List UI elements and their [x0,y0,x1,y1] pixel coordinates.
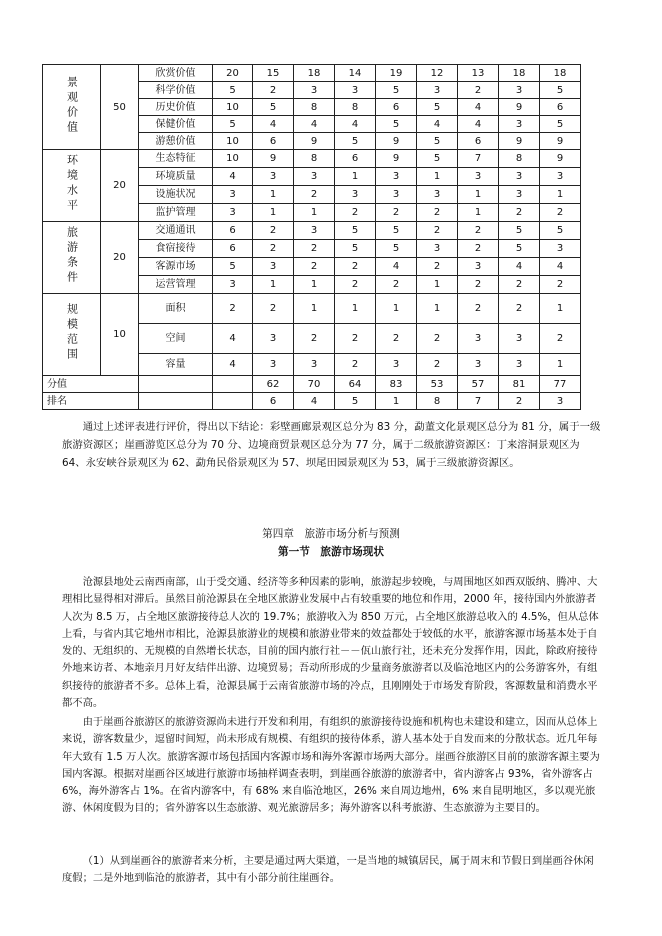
score-cell: 2 [540,276,581,294]
score-cell: 1 [376,393,417,410]
score-cell: 10 [213,150,253,168]
score-cell: 8 [294,150,335,168]
score-cell: 6 [335,150,376,168]
score-cell: 3 [335,186,376,204]
item-cell: 环境质量 [139,168,213,186]
score-cell: 3 [253,258,294,276]
score-cell: 10 [213,133,253,150]
score-cell: 1 [458,204,499,222]
item-cell: 食宿接待 [139,240,213,258]
item-cell: 交通通讯 [139,222,213,240]
score-cell: 9 [540,150,581,168]
score-cell: 2 [213,294,253,324]
score-cell: 2 [335,276,376,294]
item-cell: 容量 [139,354,213,376]
score-cell: 5 [335,133,376,150]
score-cell: 3 [294,168,335,186]
item-cell: 设施状况 [139,186,213,204]
score-cell: 2 [376,324,417,354]
score-cell: 13 [458,65,499,82]
score-cell: 3 [417,186,458,204]
score-cell: 9 [376,150,417,168]
score-cell: 5 [376,82,417,99]
item-cell: 监护管理 [139,204,213,222]
score-cell: 20 [213,65,253,82]
score-cell: 6 [253,133,294,150]
item-cell: 游憩价值 [139,133,213,150]
score-cell: 4 [376,258,417,276]
score-cell: 5 [499,222,540,240]
score-cell: 3 [376,186,417,204]
score-cell: 4 [540,258,581,276]
weight-cell: 20 [101,150,139,222]
score-cell: 2 [294,240,335,258]
item-cell: 客源市场 [139,258,213,276]
table-row [43,222,581,240]
score-cell: 9 [499,133,540,150]
score-cell: 1 [376,294,417,324]
category-cell [43,150,101,222]
score-cell: 6 [540,99,581,116]
row-label: 分值 [43,376,139,393]
score-cell: 18 [540,65,581,82]
empty-cell [139,376,213,393]
score-cell: 3 [417,240,458,258]
score-cell: 2 [458,222,499,240]
score-cell: 5 [417,99,458,116]
score-cell: 5 [376,222,417,240]
score-cell: 4 [458,116,499,133]
score-cell: 3 [335,82,376,99]
score-cell: 2 [253,294,294,324]
weight-cell: 20 [101,222,139,294]
score-cell: 9 [499,99,540,116]
score-cell: 1 [458,186,499,204]
table-row [43,65,581,82]
score-cell: 3 [499,116,540,133]
paragraph-3: （1）从到崖画谷的旅游者来分析，主要是通过两大渠道，一是当地的城镇居民，属于周末和节假日到崖画谷休闲度假；二是外地到临沧的旅游者，其中有小部分前往崖画谷。 [62,855,594,885]
item-cell: 保健价值 [139,116,213,133]
score-cell: 1 [335,168,376,186]
score-cell: 3 [458,168,499,186]
score-cell: 6 [253,393,294,410]
score-cell: 2 [499,276,540,294]
score-cell: 1 [335,294,376,324]
score-cell: 5 [253,99,294,116]
score-cell: 1 [253,204,294,222]
score-cell: 8 [294,99,335,116]
score-cell: 3 [294,354,335,376]
score-cell: 6 [376,99,417,116]
score-cell: 2 [458,82,499,99]
empty-cell [139,393,213,410]
score-cell: 9 [376,133,417,150]
score-cell: 4 [294,116,335,133]
score-cell: 5 [417,150,458,168]
score-cell: 3 [499,186,540,204]
score-cell: 6 [213,240,253,258]
score-cell: 14 [335,65,376,82]
score-cell: 2 [499,294,540,324]
score-cell: 2 [458,294,499,324]
score-cell: 3 [253,168,294,186]
score-cell: 5 [335,240,376,258]
score-cell: 2 [253,82,294,99]
score-cell: 5 [213,258,253,276]
score-cell: 77 [540,376,581,393]
paragraph-2: 由于崖画谷旅游区的旅游资源尚未进行开发和利用，有组织的旅游接待设施和机构也未建设和建立，因而从总体上来说，游客数量少，逗留时间短，尚未形成有规模、有组织的接待体系，游人基本处于自发而来的分散状态。近几年每年大致有 1.5 万人次。旅游客源市场包括国内客源市场和海外客源市场两大部分。崖画谷旅游区目前的旅游客源主要为国内客源。根据对崖画谷区域进行旅游市场抽样调查表明，到崖画谷旅游的旅游者中，省内游客占 93%，省外游客占 6%，海外游客占 1%。在省内游客中，有 68% 来自临沧地区，26% 来自周边地州，6% 来自昆明地区，多以观光旅游、休闲度假为目的；省外游客以生态旅游、观光旅游居多；海外游客以科考旅游、生态旅游为主要目的。 [62,716,600,815]
score-cell: 3 [253,324,294,354]
category-cell [43,294,101,376]
category-label: 景观价值 [65,75,79,136]
item-cell: 空间 [139,324,213,354]
score-cell: 4 [253,116,294,133]
table-row [43,294,581,324]
score-cell: 3 [213,186,253,204]
score-cell: 1 [540,186,581,204]
score-cell: 3 [253,354,294,376]
score-cell: 18 [294,65,335,82]
score-cell: 7 [458,393,499,410]
paragraph-1: 沧源县地处云南西南部，山于受交通、经济等多种因素的影响，旅游起步较晚，与周围地区如西双版纳、腾冲、大理相比显得相对滞后。虽然目前沧源县在全地区旅游业发展中占有较重要的地位和作用，2000 年，接待国内外旅游者人次为 8.5 万，占全地区旅游接待总人次的 19.7%；旅游收入为 850 万元，占全地区旅游总收入的 4.5%，但从总体上看，与省内其它地州市相比，沧源县旅游业的规模和旅游业带来的效益都处于较低的水平，旅游客源市场基本处于自发的、无组织的、无规模的自然增长状态，目前的国内旅行社－－佤山旅行社，还未充分发挥作用，因此，除政府接待外地来访者、本地亲月月好友结伴出游、边境贸易；吾动所形成的少量商务旅游者以及临沧地区内的公务游客外，有组织接待的旅游者不多。总体上看，沧源县属于云南省旅游市场的冷点，且刚刚处于市场发育阶段，客源数量和消费水平都不高。 [62,576,599,710]
score-cell: 3 [213,276,253,294]
score-cell: 4 [417,116,458,133]
score-cell: 8 [417,393,458,410]
score-cell: 3 [499,168,540,186]
table-row [43,150,581,168]
score-cell: 1 [253,276,294,294]
weight-cell: 50 [101,65,139,150]
score-cell: 62 [253,376,294,393]
score-cell: 2 [335,258,376,276]
score-cell: 1 [417,168,458,186]
score-cell: 2 [458,276,499,294]
score-cell: 3 [540,393,581,410]
score-cell: 6 [458,133,499,150]
score-cell: 3 [540,240,581,258]
score-cell: 1 [253,186,294,204]
score-cell: 2 [540,204,581,222]
score-cell: 3 [499,354,540,376]
score-cell: 15 [253,65,294,82]
category-cell [43,65,101,150]
score-cell: 2 [499,204,540,222]
score-cell: 3 [540,168,581,186]
item-cell: 面积 [139,294,213,324]
score-cell: 81 [499,376,540,393]
score-cell: 5 [213,116,253,133]
score-cell: 2 [417,354,458,376]
score-cell: 5 [376,116,417,133]
score-cell: 3 [458,354,499,376]
score-cell: 5 [499,240,540,258]
score-cell: 1 [540,294,581,324]
score-cell: 4 [335,116,376,133]
score-cell: 5 [540,116,581,133]
score-cell: 1 [294,294,335,324]
score-cell: 8 [335,99,376,116]
score-cell: 3 [458,258,499,276]
total-score-row [43,376,581,393]
score-cell: 2 [335,354,376,376]
score-cell: 2 [540,324,581,354]
score-cell: 4 [213,354,253,376]
score-cell: 3 [499,82,540,99]
score-cell: 4 [499,258,540,276]
score-cell [213,393,253,410]
score-cell: 3 [213,204,253,222]
score-cell: 2 [417,324,458,354]
item-cell: 生态特征 [139,150,213,168]
score-cell: 1 [417,276,458,294]
score-cell: 5 [335,393,376,410]
score-cell [213,376,253,393]
score-cell: 2 [417,204,458,222]
score-cell: 5 [376,240,417,258]
score-cell: 2 [294,258,335,276]
score-cell: 53 [417,376,458,393]
score-cell: 2 [253,222,294,240]
score-cell: 9 [253,150,294,168]
score-cell: 2 [253,240,294,258]
score-cell: 3 [417,82,458,99]
score-cell: 2 [458,240,499,258]
score-cell: 3 [294,82,335,99]
score-cell: 5 [417,133,458,150]
scoring-table [42,64,581,410]
score-cell: 19 [376,65,417,82]
score-cell: 5 [335,222,376,240]
score-cell: 1 [540,354,581,376]
score-cell: 2 [294,324,335,354]
score-cell: 18 [499,65,540,82]
score-cell: 2 [335,324,376,354]
chapter-title: 第四章 旅游市场分析与预测 [262,528,400,540]
score-cell: 2 [417,222,458,240]
score-cell: 2 [294,186,335,204]
score-cell: 9 [294,133,335,150]
category-label: 旅游条件 [65,226,79,286]
score-cell: 3 [458,324,499,354]
score-cell: 64 [335,376,376,393]
score-cell: 8 [499,150,540,168]
score-cell: 7 [458,150,499,168]
score-cell: 1 [294,204,335,222]
score-cell: 4 [213,324,253,354]
weight-cell: 10 [101,294,139,376]
score-cell: 6 [213,222,253,240]
score-cell: 83 [376,376,417,393]
score-cell: 1 [417,294,458,324]
item-cell: 历史价值 [139,99,213,116]
item-cell: 运营管理 [139,276,213,294]
row-label: 排名 [43,393,139,410]
score-cell: 2 [376,204,417,222]
category-label: 规模范围 [65,303,79,363]
category-label: 环境水平 [65,154,79,214]
score-cell: 4 [458,99,499,116]
section-title: 第一节 旅游市场现状 [278,546,384,558]
score-cell: 2 [499,393,540,410]
evaluation-conclusion: 通过上述评表进行评价，得出以下结论：彩壁画廊景观区总分为 83 分，勐董文化景观区总分为 81 分，属于一级旅游资源区；崖画游览区总分为 70 分、边境商贸景观区总分为 77 分，属于二级旅游资源区：丁来溶洞景观区为 64、永安峡谷景观区为 62、勐角民俗景观区为 57、坝尾田园景观区为 53，属于三级旅游资源区。 [62,421,601,469]
score-cell: 2 [376,276,417,294]
score-cell: 12 [417,65,458,82]
score-cell: 5 [540,222,581,240]
score-cell: 10 [213,99,253,116]
score-cell: 2 [335,204,376,222]
score-cell: 3 [376,168,417,186]
score-cell: 5 [540,82,581,99]
score-cell: 3 [499,324,540,354]
score-cell: 5 [213,82,253,99]
score-cell: 2 [417,258,458,276]
score-cell: 3 [376,354,417,376]
rank-row [43,393,581,410]
score-cell: 57 [458,376,499,393]
item-cell: 科学价值 [139,82,213,99]
score-cell: 70 [294,376,335,393]
score-cell: 1 [294,276,335,294]
score-cell: 4 [213,168,253,186]
score-cell: 4 [294,393,335,410]
score-cell: 9 [540,133,581,150]
category-cell [43,222,101,294]
item-cell: 欣赏价值 [139,65,213,82]
score-cell: 3 [294,222,335,240]
